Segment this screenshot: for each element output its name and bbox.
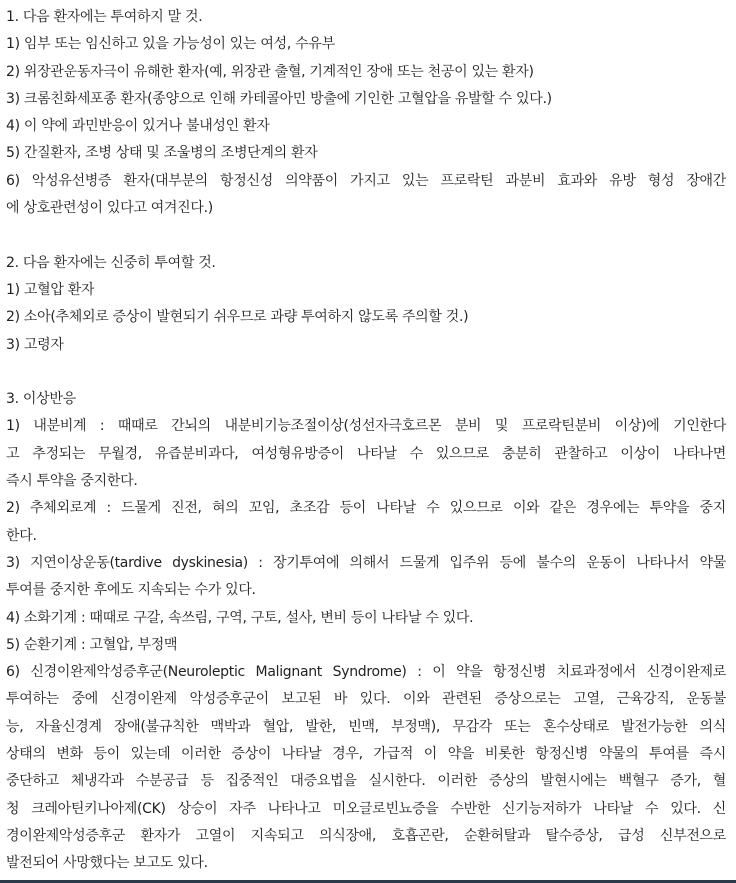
- section-3-item-6-cont: 투여하는 중에 신경이완제 악성증후군이 보고된 바 있다. 이와 관련된 증상으로는 고열, 근육강직, 운동불: [6, 691, 726, 708]
- section-1-item-4: 4) 이 약에 과민반응이 있거나 불내성인 환자: [6, 118, 270, 135]
- section-2-item-2: 2) 소아(추체외로 증상이 발현되기 쉬우므로 과량 투여하지 않도록 주의할 것.): [6, 309, 469, 326]
- section-3-item-6: 6) 신경이완제악성증후군(Neuroleptic Malignant Syndrome) : 이 약을 항정신병 치료과정에서 신경이완제로: [6, 664, 726, 681]
- section-3-item-1: 1) 내분비계 : 때때로 간뇌의 내분비기능조절이상(성선자극호르몬 분비 및 프로락틴분비 이상)에 기인한다: [6, 418, 726, 435]
- section-3-item-6-cont: 경이완제악성증후군 환자가 고열이 지속되고 의식장애, 호흡곤란, 순환허탈과 탈수증상, 급성 신부전으로: [6, 827, 726, 844]
- section-3-item-2-cont: 한다.: [6, 527, 37, 544]
- section-1-item-3: 3) 크롬친화세포종 환자(종양으로 인해 카테콜아민 방출에 기인한 고혈압을 유발할 수 있다.): [6, 90, 552, 107]
- section-3-item-5: 5) 순환기계 : 고혈압, 부정맥: [6, 636, 178, 653]
- section-3-item-6-cont: 능, 자율신경계 장애(불규칙한 맥박과 혈압, 발한, 빈맥, 부정맥), 무감각 또는 혼수상태로 발전가능한 의식: [6, 718, 726, 735]
- section-3-item-1-cont: 즉시 투약을 중지한다.: [6, 473, 138, 490]
- section-3-heading: 3. 이상반응: [6, 391, 76, 408]
- section-1-heading: 1. 다음 환자에는 투여하지 말 것.: [6, 9, 203, 25]
- blank-line: [6, 222, 726, 249]
- section-1-item-2: 2) 위장관운동자극이 유해한 환자(예, 위장관 출혈, 기계적인 장애 또는 천공이 있는 환자): [6, 63, 534, 80]
- section-2-item-3: 3) 고령자: [6, 336, 64, 353]
- section-3-item-2: 2) 추체외로계 : 드물게 진전, 혀의 꼬임, 초조감 등이 나타날 수 있으므로 이와 같은 경우에는 투약을 중지: [6, 500, 726, 517]
- section-2-item-1: 1) 고혈압 환자: [6, 281, 95, 298]
- section-1-item-5: 5) 간질환자, 조병 상태 및 조울병의 조병단계의 환자: [6, 145, 318, 162]
- section-1-item-6: 6) 악성유선병증 환자(대부분의 항정신성 의약품이 가지고 있는 프로락틴 과분비 효과와 유방 형성 장애간: [6, 172, 726, 189]
- section-3-item-1-cont: 고 추정되는 무월경, 유즙분비과다, 여성형유방증이 나타날 수 있으므로 충분히 관찰하고 이상이 나타나면: [6, 445, 726, 462]
- section-3-item-6-cont: 상태의 변화 등이 있는데 이러한 증상이 나타날 경우, 가급적 이 약을 비롯한 항정신병 약물의 투여를 즉시: [6, 746, 726, 763]
- section-3-item-3: 3) 지연이상운동(tardive dyskinesia) : 장기투여에 의해서 드물게 입주위 등에 불수의 운동이 나타나서 약물: [6, 554, 726, 571]
- section-1-item-1: 1) 임부 또는 임신하고 있을 가능성이 있는 여성, 수유부: [6, 36, 335, 53]
- section-3-item-6-cont: 발전되어 사망했다는 보고도 있다.: [6, 855, 208, 872]
- section-1-item-6-cont: 에 상호관련성이 있다고 여겨진다.): [6, 200, 213, 217]
- blank-line: [6, 359, 726, 386]
- section-3-item-6-cont: 청 크레아틴키나아제(CK) 상승이 자주 나타나고 미오글로빈뇨증을 수반한 신기능저하가 나타날 수 있다. 신: [6, 800, 726, 817]
- section-3-item-3-cont: 투여를 중지한 후에도 지속되는 수가 있다.: [6, 582, 256, 599]
- section-2-heading: 2. 다음 환자에는 신중히 투여할 것.: [6, 254, 216, 271]
- document-body: [6, 4, 726, 878]
- section-3-item-6-cont: 중단하고 체냉각과 수분공급 등 집중적인 대증요법을 실시한다. 이러한 증상의 발현시에는 백혈구 증가, 혈: [6, 773, 726, 790]
- section-3-item-4: 4) 소화기계 : 때때로 구갈, 속쓰림, 구역, 구토, 설사, 변비 등이 나타날 수 있다.: [6, 609, 474, 626]
